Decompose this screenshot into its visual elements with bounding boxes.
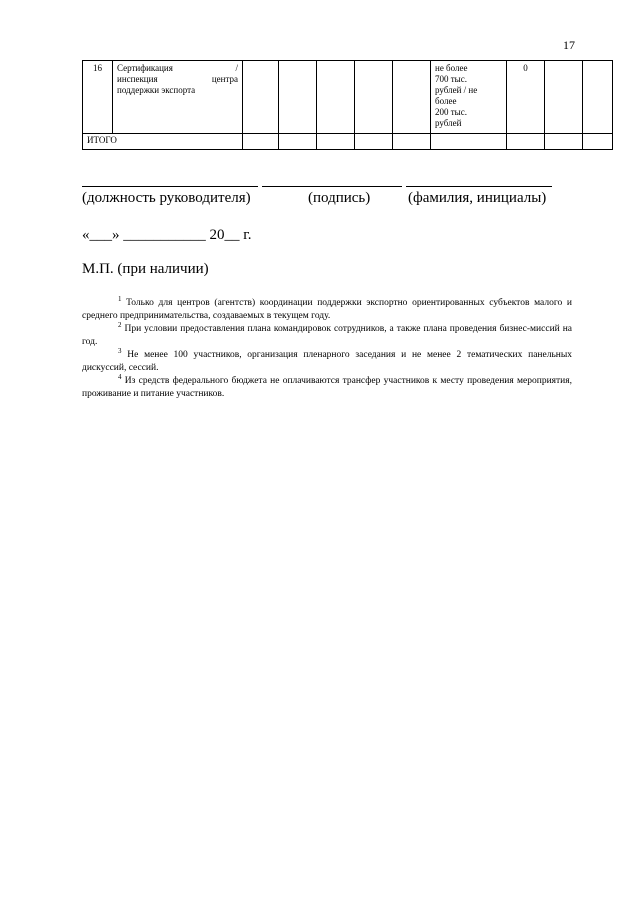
- name-label: (фамилия, инициалы): [408, 190, 547, 206]
- signature-label: (подпись): [308, 190, 371, 206]
- row-name-line: поддержки экспорта: [117, 85, 196, 95]
- table-row: [83, 61, 613, 134]
- footnote-mark: 4: [118, 373, 122, 381]
- footnote-mark: 2: [118, 321, 122, 329]
- footnote: [82, 297, 572, 323]
- footnote: [82, 375, 572, 401]
- limit-line: более: [435, 96, 457, 106]
- table-cell: [583, 134, 613, 150]
- table-cell: [317, 134, 355, 150]
- total-label: ИТОГО: [83, 134, 243, 150]
- table-cell: [279, 134, 317, 150]
- limit-line: рублей / не: [435, 85, 478, 95]
- signature-lines: [82, 186, 552, 188]
- position-line: [82, 186, 258, 187]
- footnote: [82, 323, 572, 349]
- table-cell: [243, 134, 279, 150]
- limit-line: 700 тыс.: [435, 74, 467, 84]
- table-cell: [545, 134, 583, 150]
- table-cell: [393, 134, 431, 150]
- footnote-mark: 1: [118, 295, 122, 303]
- date-line: «___» ___________ 20__ г.: [82, 227, 252, 243]
- row-name-line: инспекция центра: [117, 74, 238, 84]
- total-row: [83, 134, 613, 150]
- row-amount: 0: [507, 61, 545, 134]
- footnote: [82, 349, 572, 375]
- footnote-text: Не менее 100 участников, организация пленарного заседания и не менее 2 тематических панельных дискуссий, сессий.: [82, 350, 573, 373]
- row-limit: [431, 61, 507, 134]
- table-cell: [243, 61, 279, 134]
- table-cell: [431, 134, 507, 150]
- stamp-note: М.П. (при наличии): [82, 261, 209, 277]
- table-cell: [545, 61, 583, 134]
- footnotes: [82, 297, 572, 401]
- row-number: 16: [83, 61, 113, 134]
- table-cell: [355, 61, 393, 134]
- table-cell: [317, 61, 355, 134]
- footnote-text: При условии предоставления плана командировок сотрудников, а также плана проведения бизнес-миссий на год.: [82, 324, 573, 347]
- limit-line: рублей: [435, 118, 462, 128]
- row-name-line: Сертификация /: [117, 63, 238, 73]
- page-number: 17: [563, 38, 575, 52]
- table-cell: [583, 61, 613, 134]
- table-cell: [393, 61, 431, 134]
- signature-line: [262, 186, 402, 187]
- cost-table: [82, 60, 613, 150]
- table-cell: [279, 61, 317, 134]
- footnote-text: Только для центров (агентств) координации поддержки экспортно ориентированных субъектов малого и среднего предпринимательства, создаваемых в текущем году.: [82, 298, 573, 321]
- footnote-text: Из средств федерального бюджета не оплачиваются трансфер участников к месту проведения мероприятия, проживание и питание участников.: [82, 376, 573, 399]
- limit-line: 200 тыс.: [435, 107, 467, 117]
- limit-line: не более: [435, 63, 468, 73]
- row-name: [113, 61, 243, 134]
- table-cell: [507, 134, 545, 150]
- position-label: (должность руководителя): [82, 190, 251, 206]
- table-cell: [355, 134, 393, 150]
- name-line: [406, 186, 552, 187]
- footnote-mark: 3: [118, 347, 122, 355]
